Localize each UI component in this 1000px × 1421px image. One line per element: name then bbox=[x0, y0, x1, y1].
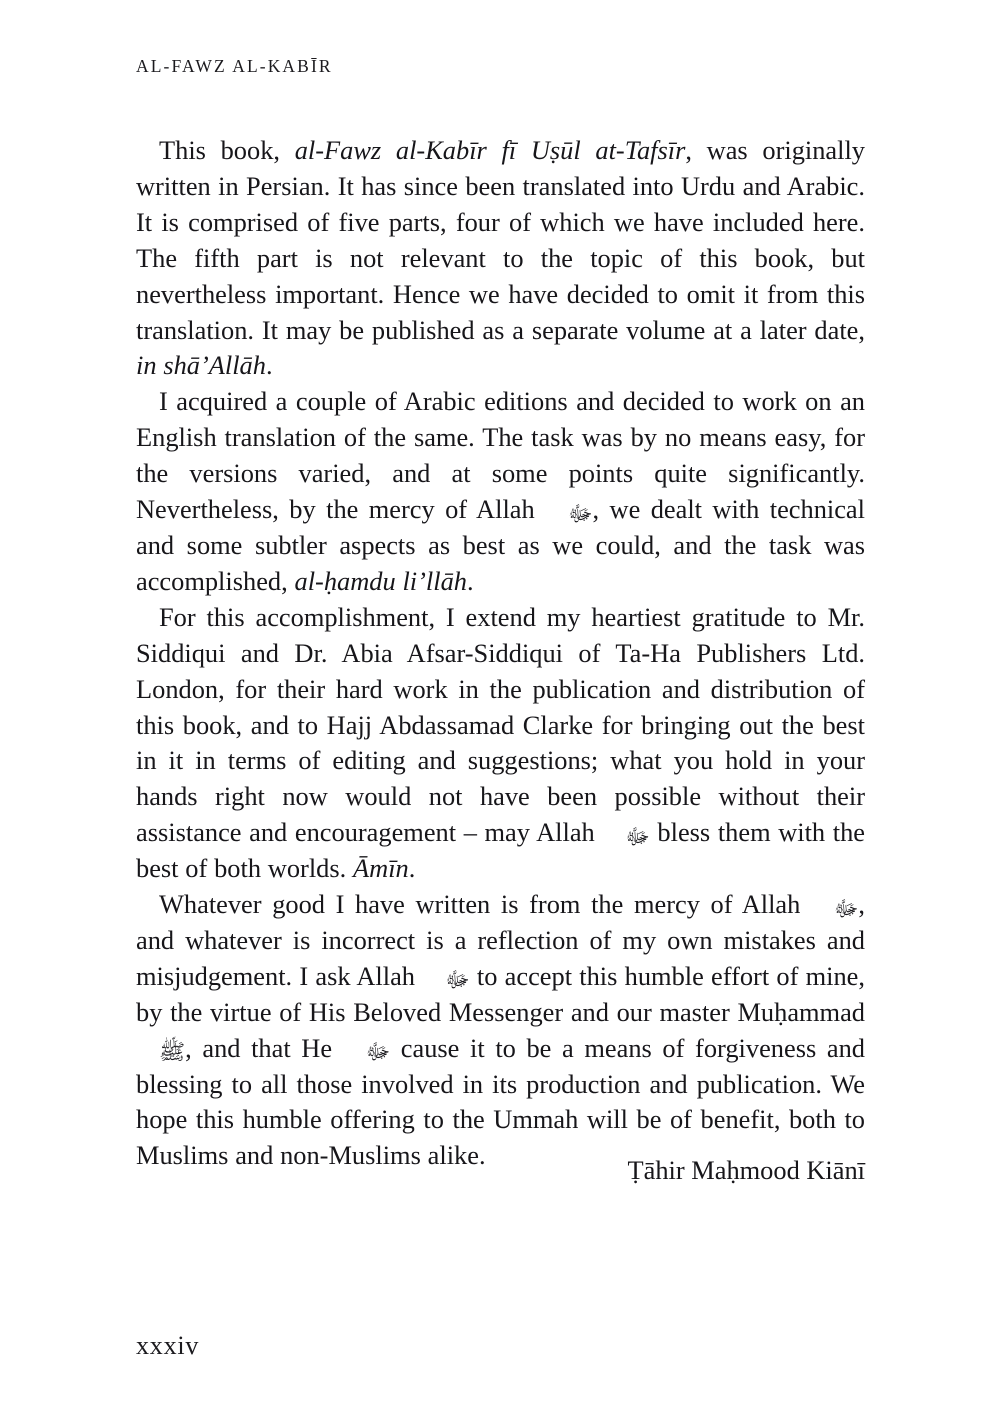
honorific-glyph-icon: ﷻ bbox=[833, 896, 859, 922]
text-run: cause it to be a means of forgiveness and blessing to all those involved in its production and publication. We hope this humble offering to the Ummah will be of benefit, both to Muslims and non-Muslims alike. bbox=[136, 1032, 865, 1171]
honorific-glyph-icon: ﷻ bbox=[445, 968, 470, 994]
honorific-glyph-icon: ﷻ bbox=[568, 501, 593, 527]
text-run: . bbox=[466, 565, 474, 596]
text-run: . bbox=[408, 853, 416, 884]
text-run: , and that He bbox=[185, 1032, 343, 1063]
running-head: AL-FAWZ AL-KABĪR bbox=[136, 56, 333, 76]
paragraph bbox=[136, 133, 865, 384]
text-run: . bbox=[265, 350, 273, 381]
text-run: Whatever good I have written is from the mercy of Allah bbox=[159, 889, 811, 920]
text-run: This book, bbox=[159, 135, 295, 165]
text-run: I acquired a couple of Arabic editions and decided to work on an English translation of the same. The task was by no means easy, for the versions varied, and at some points quite significantly. Nevertheless, by the mercy of Allah bbox=[136, 386, 865, 525]
text-run: , was originally written in Persian. It has since been translated into Urdu and Arabic. It is comprised of five parts, four of which we have included here. The fifth part is not relevant to the topic of this book, but nevertheless important. Hence we have decided to omit it from this translation. It may be published as a separate volume at a later date, bbox=[136, 135, 865, 345]
author-signature: Ṭāhir Maḥmood Kiānī bbox=[627, 1155, 865, 1185]
italic-phrase: in shā’Allāh bbox=[136, 350, 266, 381]
honorific-glyph-icon: ﷻ bbox=[625, 824, 650, 850]
paragraph bbox=[136, 384, 865, 599]
honorific-glyph-icon: ﷻ bbox=[365, 1040, 391, 1066]
text-run: , we dealt with technical and some subtler aspects as best as we could, and the task was accomplished, bbox=[136, 494, 865, 596]
honorific-glyph-icon: ﷺ bbox=[159, 1040, 186, 1066]
text-run: For this accomplishment, I extend my heartiest gratitude to Mr. Siddiqui and Dr. Abia Afsar-Siddiqui of Ta-Ha Publishers Ltd. London, for their hard work in the publication and distribution of this book, and to Hajj Abdassamad Clarke for bringing out the best in it in terms of editing and suggestions; what you hold in your hands right now would not have been possible without their assistance and encouragement – may Allah bbox=[136, 601, 865, 848]
italic-phrase: al-ḥamdu li’llāh bbox=[294, 565, 467, 596]
paragraph bbox=[136, 887, 865, 1174]
italic-phrase: al-Fawz al-Kabīr fī Uṣūl at-Tafsīr bbox=[294, 135, 686, 165]
text-run: bless them with the best of both worlds. bbox=[136, 817, 865, 884]
page-number: xxxiv bbox=[136, 1331, 200, 1360]
italic-phrase: Āmīn bbox=[353, 853, 409, 884]
body-text-block bbox=[136, 133, 865, 1174]
paragraph bbox=[136, 600, 865, 887]
text-run: , and whatever is incorrect is a reflection of my own mistakes and misjudgement. I ask Allah bbox=[136, 889, 865, 991]
text-run: to accept this humble effort of mine, by the virtue of His Beloved Messenger and our master Muḥammad bbox=[136, 960, 865, 1027]
